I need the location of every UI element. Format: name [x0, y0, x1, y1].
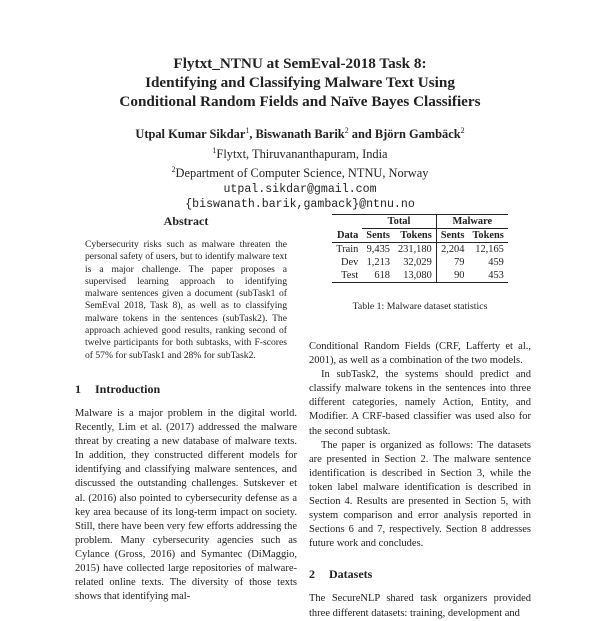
table-cell: 9,435: [366, 244, 390, 255]
section-2-title: Datasets: [329, 567, 373, 582]
col-header-malware-sents: Sents: [436, 229, 468, 243]
table-cell: 32,029: [403, 257, 432, 268]
table-row: [332, 269, 508, 283]
affiliation-1-text: Flytxt, Thiruvananthapuram, India: [216, 146, 388, 161]
title-line-2: Identifying and Classifying Malware Text Using: [145, 74, 455, 91]
title-line-3: Conditional Random Fields and Naïve Bayes Classifiers: [119, 93, 481, 110]
table-cell: 2,204: [436, 243, 468, 257]
author-2: Biswanath Barik: [255, 127, 345, 142]
right-paragraph-1: Conditional Random Fields (CRF, Lafferty et al., 2001), as well as a combination of the two models.: [309, 341, 531, 367]
header-total: Total: [362, 215, 436, 229]
table-cell: 231,180: [397, 244, 432, 255]
table-cell: 79: [436, 256, 468, 269]
table-caption: Table 1: Malware dataset statistics: [352, 301, 488, 312]
email-2: {biswanath.barik,gamback}@ntnu.no: [185, 198, 415, 212]
intro-paragraph: Malware is a major problem in the digital world. Recently, Lim et al. (2017) addressed the malware threat by creating a new database of malware texts. In addition, they constructed different models for identifying and classifying malware sentences, and discussed the outstanding challenges. Sutskever et al. (2016) also pointed to cybersecurity defense as a key area because of its long-term impact on society. Still, there have been very few efforts addressing the problem. Many cybersecurity agencies such as Cylance (Gross, 2016) and Symantec (DiMaggio, 2015) have collected large repositories of malware-related online texts. The diversity of those texts shows that identifying mal-: [75, 407, 297, 603]
author-block: [40, 123, 560, 213]
author-separator-1: ,: [249, 127, 256, 142]
affiliation-2-text: Department of Computer Science, NTNU, Norway: [175, 166, 429, 181]
table-cell: 12,165: [475, 244, 504, 255]
abstract-text: Cybersecurity risks such as malware threaten the personal safety of users, but to identify malware text is a major challenge. The paper proposes a supervised learning approach to identifying malware sentences given a document (subTask1 of SemEval 2018, Task 8), as well as to classifying malware tokens in the sentences (subTask2). The approach achieved good results, ranking second of twelve participants for both subtasks, with F-scores of 57% for subTask1 and 28% for subTask2.: [85, 239, 287, 361]
header-malware: Malware: [436, 215, 508, 229]
abstract-heading: Abstract: [163, 214, 209, 228]
section-1-heading: [75, 382, 297, 397]
left-column: [75, 214, 297, 604]
affiliation-2: [40, 162, 560, 182]
author-3: Björn Gambäck: [374, 127, 461, 142]
right-paragraph-3: The paper is organized as follows: The datasets are presented in Section 2. The malware sentence identification is described in Section 3, while the token label malware identification is described in Section 4. Results are presented in Section 5, with system comparison and error analysis reported in Sections 6 and 7, respectively. Section 8 addresses future work and concludes.: [309, 439, 531, 550]
col-header-data: Data: [336, 229, 359, 241]
affiliation-2-mark: 2: [171, 165, 176, 175]
col-header-total-sents: Sents: [366, 230, 390, 241]
table-cell: 90: [436, 269, 468, 283]
section-1-title: Introduction: [95, 381, 161, 396]
author-2-affil: 2: [344, 126, 349, 135]
row-label: Test: [341, 270, 359, 281]
datasets-paragraph: The SecureNLP shared task organizers provided three different datasets: training, development and: [309, 593, 531, 619]
right-column: [309, 214, 531, 621]
email-1: utpal.sikdar@gmail.com: [223, 182, 377, 196]
col-header-malware-tokens: Tokens: [472, 230, 504, 241]
table-cell: 1,213: [366, 257, 390, 268]
author-separator-2: and: [348, 127, 375, 142]
table-cell: 618: [374, 270, 390, 281]
affiliation-1-mark: 1: [212, 145, 217, 155]
author-3-affil: 2: [460, 126, 465, 135]
author-1-affil: 1: [245, 126, 250, 135]
author-names: [40, 123, 560, 143]
affiliation-1: [40, 143, 560, 163]
row-label: Train: [336, 244, 359, 255]
col-header-total-tokens: Tokens: [400, 230, 432, 241]
table-cell: 459: [488, 257, 504, 268]
row-label: Dev: [340, 257, 359, 268]
section-2-number: 2: [309, 567, 315, 582]
table-cell: 13,080: [403, 270, 432, 281]
section-2-heading: [309, 567, 531, 582]
table-row: [332, 256, 508, 269]
dataset-table: [332, 214, 508, 283]
table-row: [332, 243, 508, 257]
title-line-1: Flytxt_NTNU at SemEval-2018 Task 8:: [173, 55, 427, 72]
author-1: Utpal Kumar Sikdar: [135, 127, 246, 142]
right-paragraph-2: In subTask2, the systems should predict and classify malware tokens in the sentences into three different categories, namely Action, Entity, and Modifier. A CRF-based classifier was used also for the second subtask.: [309, 369, 531, 437]
paper-title: [40, 54, 560, 111]
section-1-number: 1: [75, 381, 81, 396]
table-cell: 453: [488, 270, 504, 281]
